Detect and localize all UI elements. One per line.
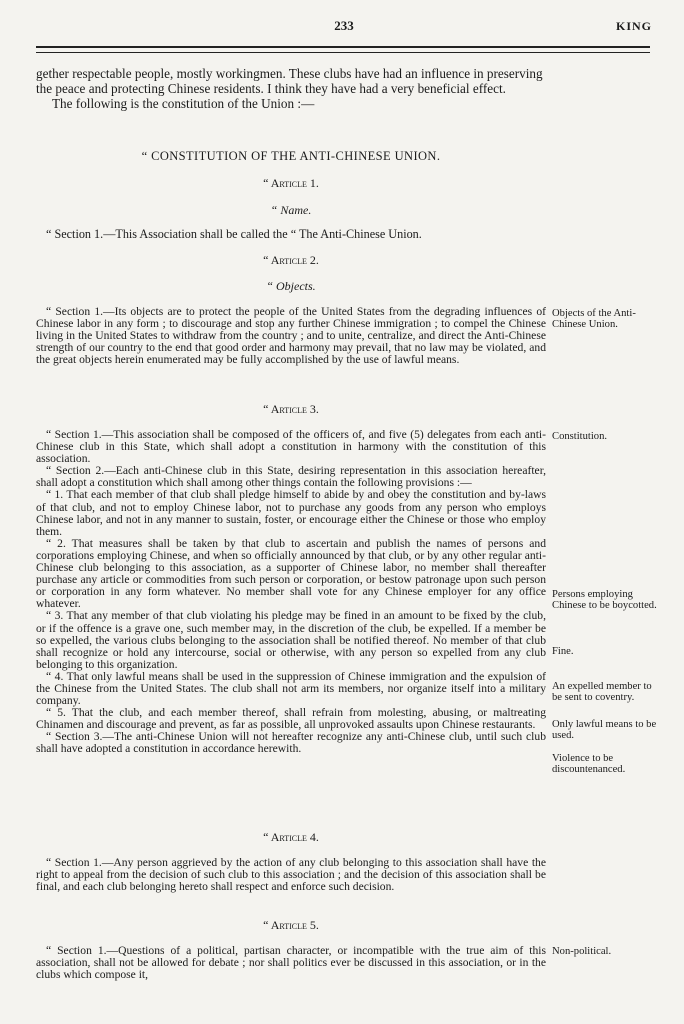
article-1-heading: “ Article 1.: [263, 176, 319, 190]
running-head: KING: [615, 19, 652, 33]
margin-note-fine: Fine.: [552, 646, 574, 657]
article-4-section-1: [36, 857, 546, 893]
margin-note-boycott: Persons employing Chinese to be boycotted.: [552, 589, 657, 611]
margin-note-lawful: Only lawful means to be used.: [552, 719, 657, 741]
article-1-section-1: [36, 228, 546, 240]
section-text: “ Section 1.—Questions of a political, partisan character, or incompatible with the true aim of this association, shall not be allowed for debate ; nor shall politics ever be discussed in this association, or in the clubs which compose it,: [36, 944, 546, 982]
constitution-title: “ CONSTITUTION OF THE ANTI-CHINESE UNION.: [141, 149, 441, 163]
section-text: “ Section 1.—This Association shall be called the “ The Anti-Chinese Union.: [46, 227, 422, 241]
section-text: “ Section 1.—Any person aggrieved by the action of any club belonging to this association shall have the right to appeal from the decision of such club to this association ; and the decision of this association shall be final, and each club belonging hereto shall respect and enforce such decision.: [36, 856, 546, 894]
article-3-section-1: “ Section 1.—This association shall be composed of the officers of, and five (5) delegates from each anti-Chinese club in this State, which shall adopt a constitution in harmony with the constitution of this association.: [36, 428, 546, 466]
article-3-section-2: “ Section 2.—Each anti-Chinese club in this State, desiring representation in this association hereafter, shall adopt a constitution which shall among other things contain the following provisions :—: [36, 464, 546, 490]
article-1-subheading: “ Name.: [270, 203, 312, 217]
intro-text: [36, 66, 556, 111]
article-3-heading: “ Article 3.: [263, 402, 319, 416]
article-5-section-1: [36, 945, 546, 981]
margin-note-expelled: An expelled member to be sent to coventry.: [552, 681, 652, 703]
article-2-section-1: [36, 306, 546, 366]
provision-2: “ 2. That measures shall be taken by that club to ascertain and publish the names of persons and corporations employing Chinese, and when so officially announced by that club, or by any other regular anti-Chinese club belonging to this association, as a supporter of Chinese labor, no member shall thereafter purchase any article or commodities from such person or corporation, or bestow patronage upon such person or corporation in any form whatever. No member shall vote for any Chinese employer for any office whatever.: [36, 536, 546, 611]
provision-4: “ 4. That only lawful means shall be used in the suppression of Chinese immigration and the expulsion of the Chinese from the United States. The club shall not arm its members, nor organize itself into a military company.: [36, 669, 546, 708]
article-3-body: [36, 429, 546, 756]
header-rule-thick: [36, 46, 650, 48]
page-header: [36, 14, 652, 38]
intro-lead-in: The following is the constitution of the Union :—: [52, 96, 315, 111]
header-rule-thin: [36, 52, 650, 53]
section-text: “ Section 1.—Its objects are to protect the people of the United States from the degrading influences of Chinese labor in any form ; to discourage and stop any further Chinese immigration ; to compel the Chinese living in the United States to withdraw from the country ; and to unite, centralize, and direct the Anti-Chinese strength of our country to the end that good order and harmony may prevail, that no law may be violated, and the great objects herein enumerated may be fully accomplished by the use of lawful means.: [36, 305, 546, 367]
article-5-heading: “ Article 5.: [263, 918, 319, 932]
intro-paragraph: gether respectable people, mostly workingmen. These clubs have had an influence in preserving the peace and protecting Chinese residents. I think they have had a very beneficial effect.: [36, 66, 543, 96]
provision-5: “ 5. That the club, and each member thereof, shall refrain from molesting, abusing, or maltreating Chinamen and discourage and prevent, as far as possible, all unprovoked assaults upon Chinese restaurants.: [36, 706, 546, 732]
provision-3: “ 3. That any member of that club violating his pledge may be fined in an amount to be fixed by the club, or if the offence is a grave one, such member may, in the discretion of the club, be expelled. If a member be so expelled, the various clubs belonging to the association shall be notified thereof. No member of that club shall recognize or hold any intercourse, social or otherwise, with any person so expelled from any club belonging to this organization.: [36, 609, 546, 671]
provision-1: “ 1. That each member of that club shall pledge himself to abide by and obey the constitution and by-laws of that club, and not to employ Chinese labor, not to purchase any goods from any person who employs Chinese labor, and not in any manner to sustain, foster, or encourage either the Chinese or those who employ them.: [36, 488, 546, 538]
article-3-section-3: “ Section 3.—The anti-Chinese Union will not hereafter recognize any anti-Chinese club, until such club shall have adopted a constitution in accordance herewith.: [36, 730, 546, 756]
margin-note-nonpolitical: Non-political.: [552, 946, 612, 957]
article-4-heading: “ Article 4.: [263, 830, 319, 844]
article-2-subheading: “ Objects.: [266, 279, 316, 293]
margin-note-constitution: Constitution.: [552, 431, 608, 442]
article-2-heading: “ Article 2.: [263, 253, 319, 267]
page-number: 233: [334, 18, 354, 33]
margin-note-objects: Objects of the Anti-Chinese Union.: [552, 308, 636, 330]
margin-note-violence: Violence to be discountenanced.: [552, 753, 626, 775]
